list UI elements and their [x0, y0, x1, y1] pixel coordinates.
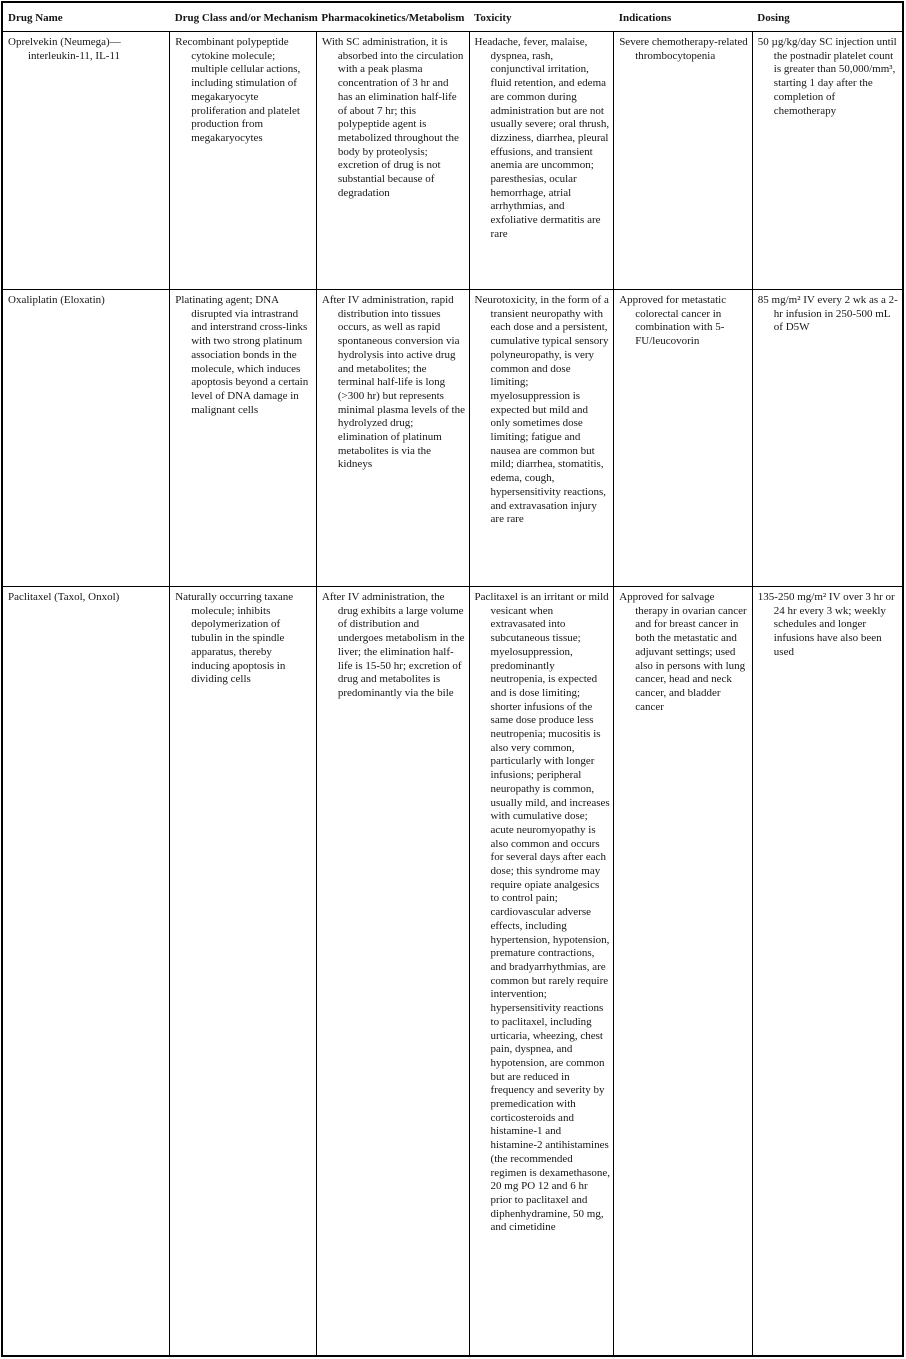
drug-class-text: Naturally occurring taxane molecule; inhibits depolymerization of tubulin in the spindle apparatus, thereby inducing apoptosis in dividing cells: [175, 591, 294, 686]
cell-pharmacokinetics-metabolism: [316, 587, 469, 1357]
drug-name-text: Oprelvekin (Neumega)—interleukin-11, IL-11: [8, 36, 121, 62]
cell-drug-class-mechanism: [170, 32, 317, 290]
cell-drug-name: [2, 290, 170, 587]
cell-dosing: [752, 587, 903, 1357]
cell-drug-class-mechanism: [170, 587, 317, 1357]
cell-indications: [614, 290, 753, 587]
drug-class-text: Platinating agent; DNA disrupted via intrastrand and interstrand cross-links with two strong platinum association bonds in the molecule, which induces apoptosis beyond a certain level of DNA damage in malignant cells: [175, 294, 309, 416]
drug-class-text: Recombinant polypeptide cytokine molecule; multiple cellular actions, including stimulation of megakaryocyte proliferation and platelet production from megakaryocytes: [175, 36, 301, 144]
indications-text: Approved for metastatic colorectal cancer in combination with 5-FU/leucovorin: [619, 294, 727, 348]
column-header-drug-name: Drug Name: [2, 2, 170, 32]
cell-indications: [614, 587, 753, 1357]
cell-toxicity: [469, 587, 614, 1357]
cell-toxicity: [469, 32, 614, 290]
pharmacokinetics-text: After IV administration, the drug exhibits a large volume of distribution and undergoes metabolism in the liver; the elimination half-life is 15-50 hr; excretion of drug and metabolites is predominantly via the bile: [321, 591, 465, 699]
pharmacokinetics-text: With SC administration, it is absorbed into the circulation with a peak plasma concentration of 3 hr and has an elimination half-life of about 7 hr; this polypeptide agent is metabolized throughout the body by proteolysis; excretion of drug is not substantial because of degradation: [321, 36, 464, 199]
toxicity-text: Headache, fever, malaise, dyspnea, rash, conjunctival irritation, fluid retention, and edema are common during administration but are not usually severe; oral thrush, dizziness, diarrhea, pleural effusions, and transient anemia are uncommon; paresthesias, ocular hemorrhage, atrial arrhythmias, and exfoliative dermatitis are rare: [474, 36, 610, 240]
cell-pharmacokinetics-metabolism: [316, 32, 469, 290]
drug-reference-table: [1, 1, 904, 1357]
column-header-toxicity: Toxicity: [469, 2, 614, 32]
cell-indications: [614, 32, 753, 290]
cell-pharmacokinetics-metabolism: [316, 290, 469, 587]
dosing-text: 85 mg/m² IV every 2 wk as a 2-hr infusion in 250-500 mL of D5W: [757, 294, 898, 334]
indications-text: Approved for salvage therapy in ovarian cancer and for breast cancer in both the metastatic and adjuvant settings; used also in persons with lung cancer, head and neck cancer, and bladder cancer: [619, 591, 747, 713]
column-header-indications: Indications: [614, 2, 753, 32]
cell-dosing: [752, 32, 903, 290]
cell-drug-name: [2, 587, 170, 1357]
column-header-dosing: Dosing: [752, 2, 903, 32]
drug-name-text: Oxaliplatin (Eloxatin): [8, 294, 105, 306]
cell-drug-class-mechanism: [170, 290, 317, 587]
cell-toxicity: [469, 290, 614, 587]
table-row-oxaliplatin: [2, 290, 903, 587]
indications-text: Severe chemotherapy-related thrombocytopenia: [619, 36, 748, 62]
table-row-paclitaxel: [2, 587, 903, 1357]
toxicity-text: Paclitaxel is an irritant or mild vesicant when extravasated into subcutaneous tissue; myelosuppression, predominantly neutropenia, is expected and is dose limiting; shorter infusions of the same dose produce less neutropenia; mucositis is also very common, particularly with longer infusions; peripheral neuropathy is common, usually mild, and increases with cumulative dose; acute neuromyopathy is also common and occurs for several days after each dose; this syndrome may require opiate analgesics to control pain; cardiovascular adverse effects, including hypertension, hypotension, premature contractions, and bradyarrhythmias, are common but rarely require intervention; hypersensitivity reactions to paclitaxel, including urticaria, wheezing, chest pain, dyspnea, and hypotension, are common but are reduced in frequency and severity by premedication with corticosteroids and histamine-1 and histamine-2 antihistamines (the recommended regimen is dexamethasone, 20 mg PO 12 and 6 hr prior to paclitaxel and diphenhydramine, 50 mg, and cimetidine: [474, 591, 610, 1234]
pharmacokinetics-text: After IV administration, rapid distribution into tissues occurs, as well as rapid spontaneous conversion via hydrolysis into active drug and metabolites; the terminal half-life is long (>300 hr) but represents minimal plasma levels of the hydrolyzed drug; elimination of platinum metabolites is via the kidneys: [321, 294, 465, 471]
dosing-text: 50 µg/kg/day SC injection until the postnadir platelet count is greater than 50,000/mm³, starting 1 day after the completion of chemotherapy: [757, 36, 897, 117]
cell-dosing: [752, 290, 903, 587]
column-header-pharmacokinetics-metabolism: Pharmacokinetics/Metabolism: [316, 2, 469, 32]
table-row-oprelvekin: [2, 32, 903, 290]
column-header-drug-class-mechanism: Drug Class and/or Mechanism: [170, 2, 317, 32]
dosing-text: 135-250 mg/m² IV over 3 hr or 24 hr every 3 wk; weekly schedules and longer infusions have also been used: [757, 591, 895, 658]
cell-drug-name: [2, 32, 170, 290]
toxicity-text: Neurotoxicity, in the form of a transient neuropathy with each dose and a persistent, cumulative typical sensory polyneuropathy, is very common and dose limiting; myelosuppression is expected but mild and only sometimes dose limiting; fatigue and nausea are common but mild; diarrhea, stomatitis, edema, cough, hypersensitivity reactions, and extravasation injury are rare: [474, 294, 609, 526]
drug-name-text: Paclitaxel (Taxol, Onxol): [8, 591, 120, 603]
table-header-row: [2, 2, 903, 32]
